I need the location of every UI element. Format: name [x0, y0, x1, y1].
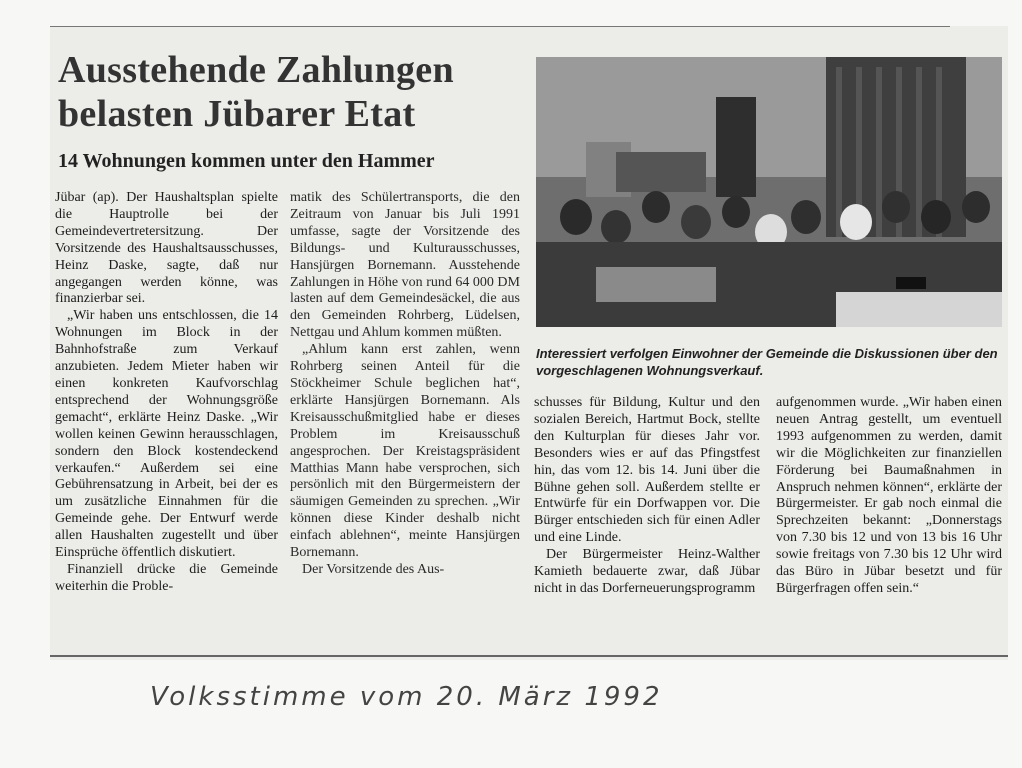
headline-line-1: Ausstehende Zahlungen [58, 49, 454, 91]
paragraph: „Wir haben uns entschlossen, die 14 Wohnungen im Block in der Bahnhofstraße zum Verkauf anzubieten. Jedem Mieter haben wir einen konkreten Kaufvorschlag entsprechend der Wohnungsgröße gemacht“, erklärte Heinz Daske. „Wir wollen keinen Gewinn herausschlagen, sondern den Block kostendeckend verkaufen.“ Außerdem sei eine Gebührensatzung in Arbeit, bei der es um zusätzliche Einnahmen für die Gemeinde gehe. Der Entwurf werde allen Haushalten zugestellt und über Einsprüche öffentlich diskutiert. [55, 308, 278, 561]
article-column-3 [534, 395, 760, 598]
bottom-rule [50, 655, 1008, 657]
paragraph: Jübar (ap). Der Haushaltsplan spielte die Hauptrolle bei der Gemeindevertretersitzung. Der Vorsitzende des Haushaltsausschusses, Heinz Daske, sagte, daß nur angegangen werden könne, was finanzierbar sei. [55, 190, 278, 307]
article-column-1 [55, 190, 278, 596]
paragraph: Der Bürgermeister Heinz-Walther Kamieth bedauerte zwar, daß Jübar nicht in das Dorferneuerungsprogramm [534, 547, 760, 596]
photo-caption: Interessiert verfolgen Einwohner der Gemeinde die Diskussionen über den vorgeschlagenen Wohnungsverkauf. [536, 346, 998, 378]
paragraph: Der Vorsitzende des Aus- [302, 561, 445, 577]
article-column-4 [776, 395, 1002, 598]
paragraph: Finanziell drücke die Gemeinde weiterhin die Proble- [55, 561, 278, 594]
headline [58, 48, 528, 136]
handwritten-note: Volksstimme vom 20. März 1992 [150, 682, 663, 712]
paragraph: schusses für Bildung, Kultur und den sozialen Bereich, Hartmut Bock, stellte den Kulturplan für dieses Jahr vor. Besonders wies er auf das Pfingstfest hin, das vom 12. bis 14. Juni über die Bühne gehen soll. Außerdem stellte er Entwürfe für ein Dorfwappen vor. Die Bürger entschieden sich für einen Adler und eine Linde. [534, 395, 760, 546]
top-rule [50, 26, 950, 27]
article-column-2 [290, 190, 520, 579]
paragraph: matik des Schülertransports, die den Zeitraum von Januar bis Juli 1991 umfasse, sagte der Vorsitzende des Bildungs- und Kulturausschusses, Hansjürgen Bornemann. Ausstehende Zahlungen in Höhe von rund 64 000 DM lasten auf dem Gemeindesäckel, die aus den Gemeinden Rohrberg, Lüdelsen, Nettgau und Ahlum kommen müßten. [290, 190, 520, 341]
meeting-photo [536, 57, 1002, 327]
paragraph: aufgenommen wurde. „Wir haben einen neuen Antrag gestellt, um eventuell 1993 aufgenommen zu werden, damit wir die Möglichkeiten zur finanziellen Förderung bei Baumaßnahmen in Anspruch nehmen können“, erklärte der Bürgermeister. Er gab noch einmal die Sprechzeiten bekannt: „Donnerstags von 7.30 bis 12 und von 13 bis 16 Uhr sowie freitags von 7.30 bis 12 Uhr wird das Büro in Jübar besetzt und für Bürgerfragen offen sein.“ [776, 395, 1002, 596]
headline-line-2: belasten Jübarer Etat [58, 93, 416, 135]
photo-illustration [536, 57, 1002, 327]
subheadline: 14 Wohnungen kommen unter den Hammer [58, 150, 435, 172]
paragraph: „Ahlum kann erst zahlen, wenn Rohrberg seinen Anteil für die Stöckheimer Schule beglichen hat“, erklärte Hansjürgen Bornemann. Als Kreisausschußmitglied habe er dieses Problem im Kreisausschuß angesprochen. Der Kreistagspräsident Matthias Mann habe versprochen, sich persönlich mit den Bürgermeistern der säumigen Gemeinden zu sprechen. „Wir können diese Kinder deshalb nicht einfach ablehnen“, meinte Hansjürgen Bornemann. [290, 342, 520, 561]
